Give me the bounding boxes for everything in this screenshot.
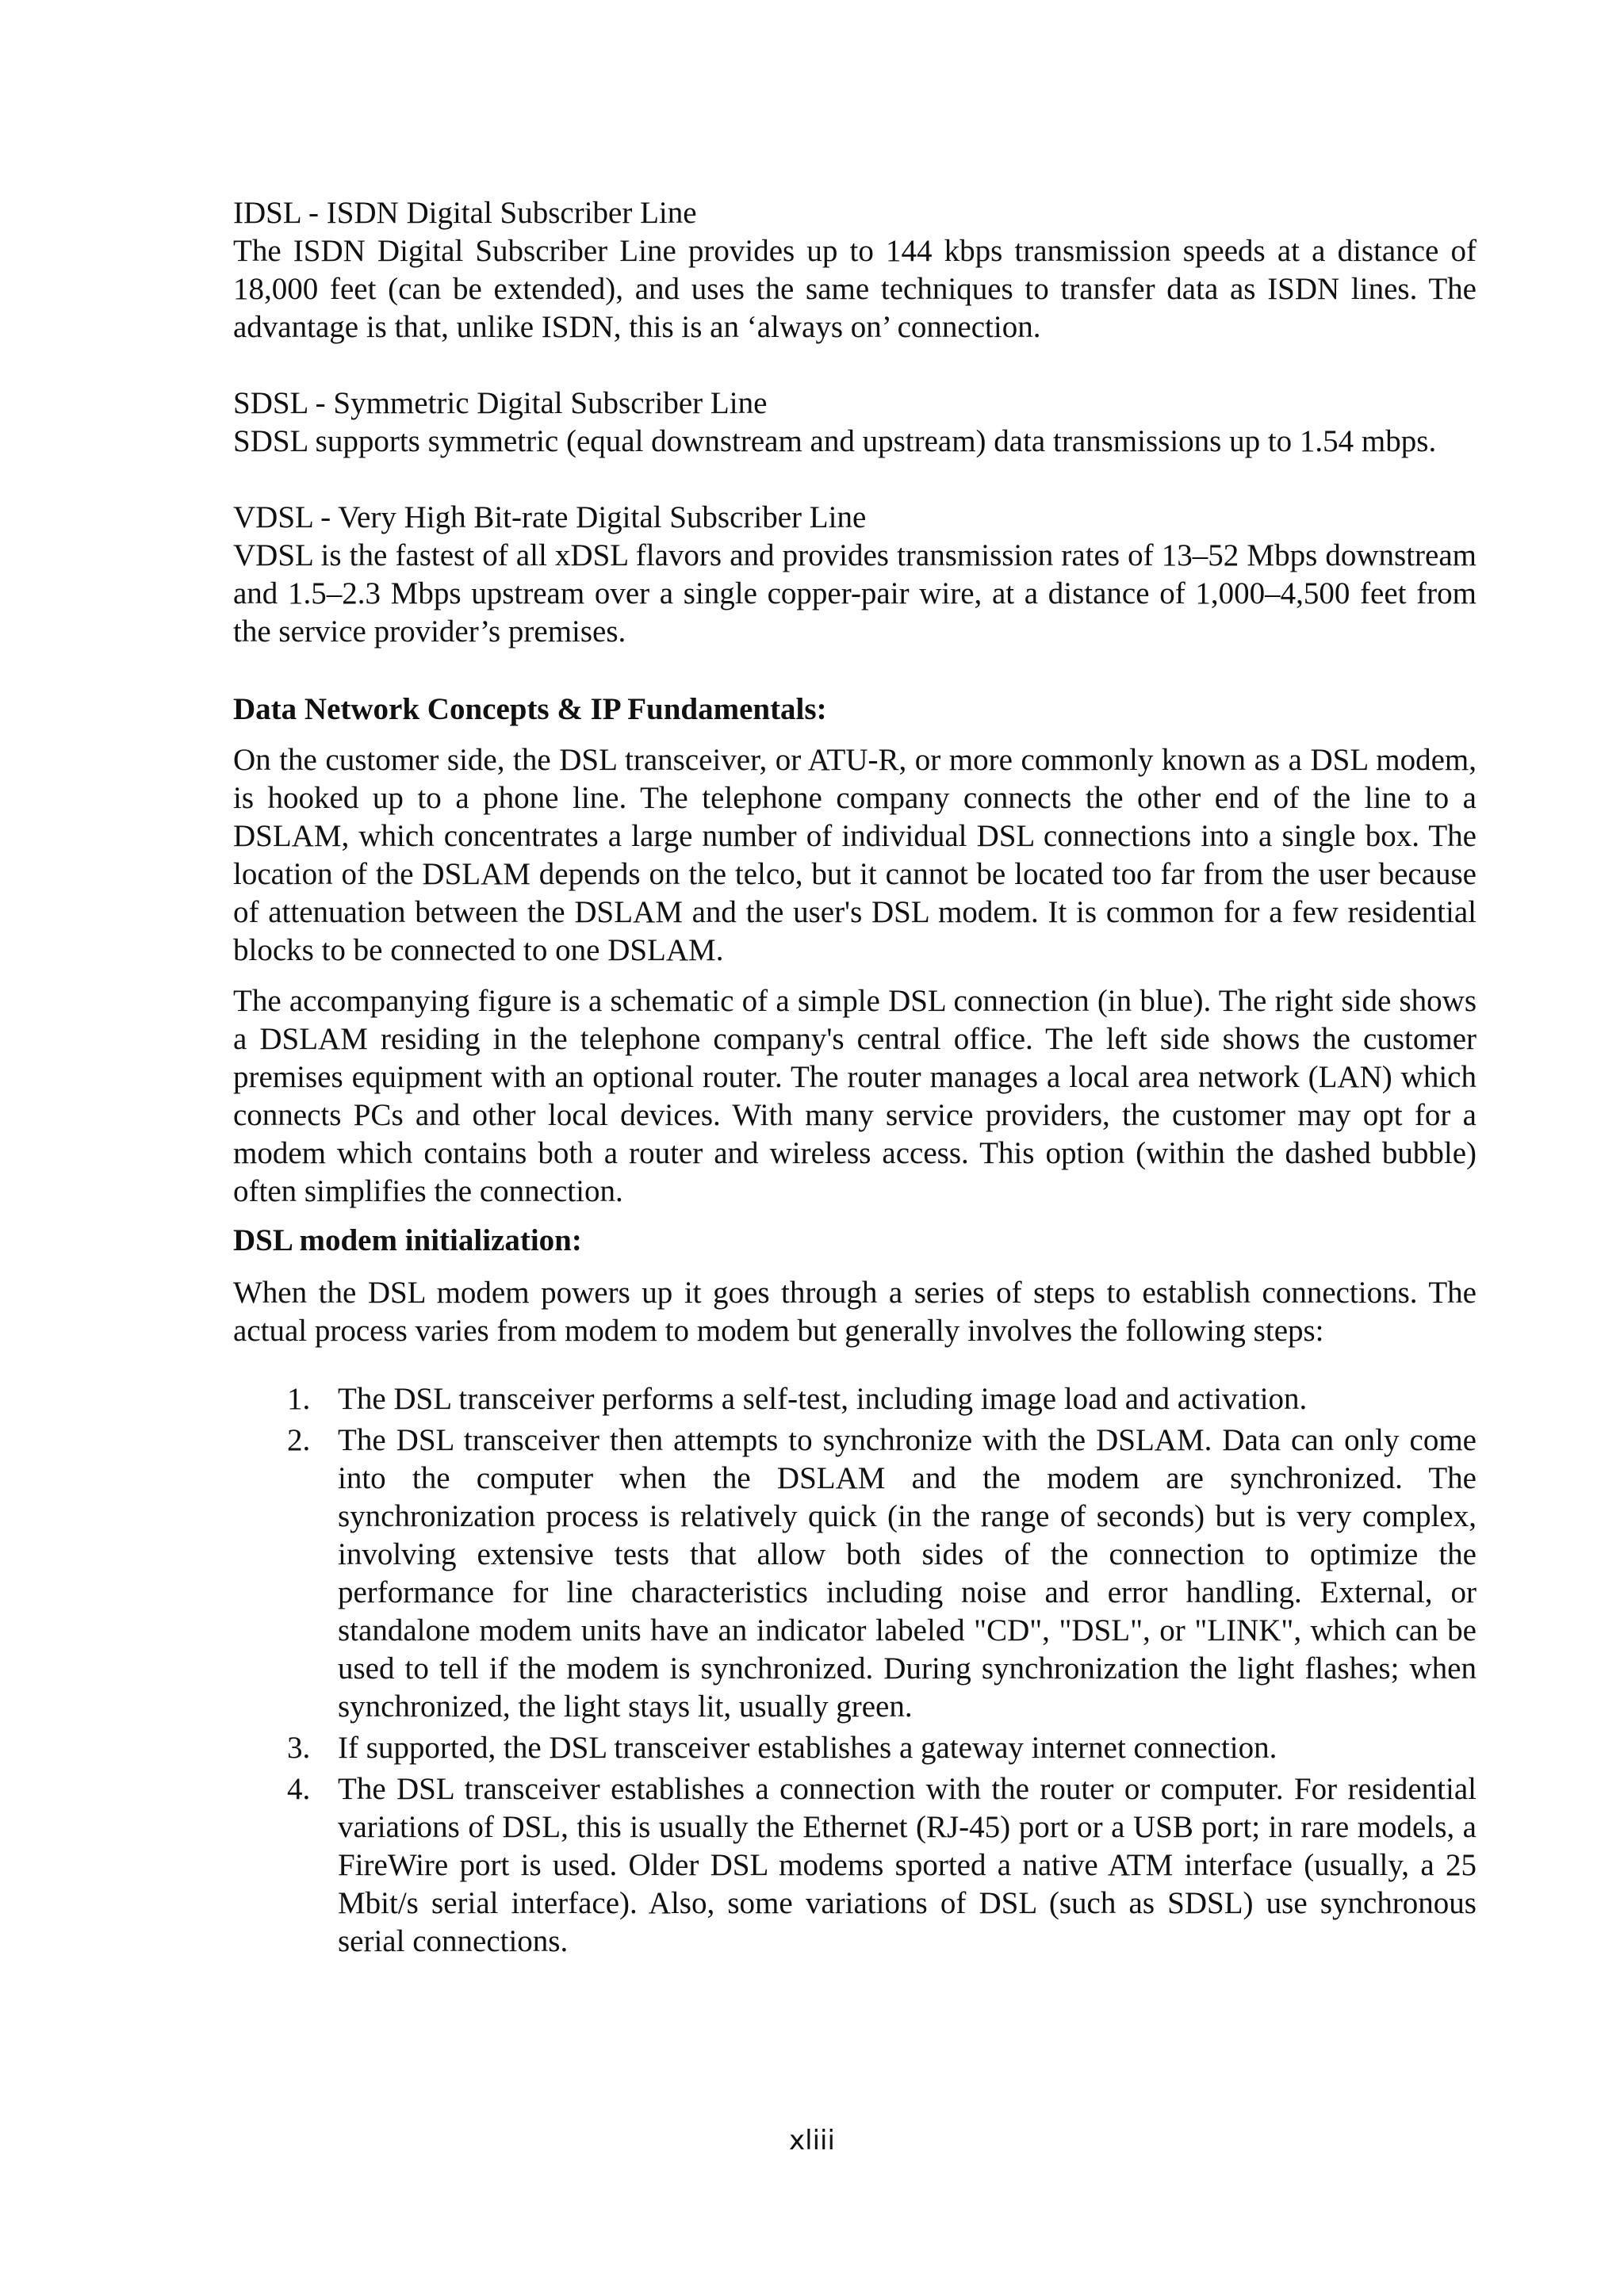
modem-init-heading: DSL modem initialization: [233,1223,582,1257]
list-item-number: 4. [287,1772,311,1806]
list-item [233,1380,1477,1418]
list-item-text: The DSL transceiver performs a self-test, including image load and activation. [338,1382,1308,1416]
page-number: xliii [789,2125,835,2156]
list-item-number: 1. [287,1382,311,1416]
data-network-heading: Data Network Concepts & IP Fundamentals: [233,692,827,726]
vdsl-title: VDSL - Very High Bit-rate Digital Subscriber Line [233,500,867,534]
data-network-paragraph-2: The accompanying figure is a schematic of a simple DSL connection (in blue). The right side shows a DSLAM residing in the telephone company's central office. The left side shows the customer premises equipment with an optional router. The router manages a local area network (LAN) which connects PCs and other local devices. With many service providers, the customer may opt for a modem which contains both a router and wireless access. This option (within the dashed bubble) often simplifies the connection. [233,984,1477,1208]
list-item [233,1770,1477,1961]
list-item-text: If supported, the DSL transceiver establishes a gateway internet connection. [338,1731,1277,1765]
sdsl-title: SDSL - Symmetric Digital Subscriber Line [233,386,768,420]
idsl-body: The ISDN Digital Subscriber Line provides up to 144 kbps transmission speeds at a distance of 18,000 feet (can be extended), and uses the same techniques to transfer data as ISDN lines. The advantage is that, unlike ISDN, this is an ‘always on’ connection. [233,234,1477,344]
sdsl-body: SDSL supports symmetric (equal downstream and upstream) data transmissions up to 1.54 mbps. [233,424,1437,458]
data-network-paragraph-1: On the customer side, the DSL transceiver, or ATU-R, or more commonly known as a DSL modem, is hooked up to a phone line. The telephone company connects the other end of the line to a DSLAM, which concentrates a large number of individual DSL connections into a single box. The location of the DSLAM depends on the telco, but it cannot be located too far from the user because of attenuation between the DSLAM and the user's DSL modem. It is common for a few residential blocks to be connected to one DSLAM. [233,743,1477,967]
list-item [233,1729,1477,1767]
list-item-text: The DSL transceiver establishes a connection with the router or computer. For residential variations of DSL, this is usually the Ethernet (RJ-45) port or a USB port; in rare models, a FireWire port is used. Older DSL modems sported a native ATM interface (usually, a 25 Mbit/s serial interface). Also, some variations of DSL (such as SDSL) use synchronous serial connections. [338,1772,1477,1958]
list-item-number: 3. [287,1731,311,1765]
idsl-title: IDSL - ISDN Digital Subscriber Line [233,196,697,230]
list-item [233,1422,1477,1726]
modem-init-intro: When the DSL modem powers up it goes through a series of steps to establish connections. The actual process varies from modem to modem but generally involves the following steps: [233,1276,1477,1348]
page-content [233,194,1477,1964]
vdsl-body: VDSL is the fastest of all xDSL flavors and provides transmission rates of 13–52 Mbps downstream and 1.5–2.3 Mbps upstream over a single copper-pair wire, at a distance of 1,000–4,500 feet from the service provider’s premises. [233,538,1477,649]
modem-init-steps [233,1380,1477,1961]
list-item-text: The DSL transceiver then attempts to synchronize with the DSLAM. Data can only come into the computer when the DSLAM and the modem are synchronized. The synchronization process is relatively quick (in the range of seconds) but is very complex, involving extensive tests that allow both sides of the connection to optimize the performance for line characteristics including noise and error handling. External, or standalone modem units have an indicator labeled "CD", "DSL", or "LINK", which can be used to tell if the modem is synchronized. During synchronization the light flashes; when synchronized, the light stays lit, usually green. [338,1423,1477,1724]
list-item-number: 2. [287,1423,311,1457]
